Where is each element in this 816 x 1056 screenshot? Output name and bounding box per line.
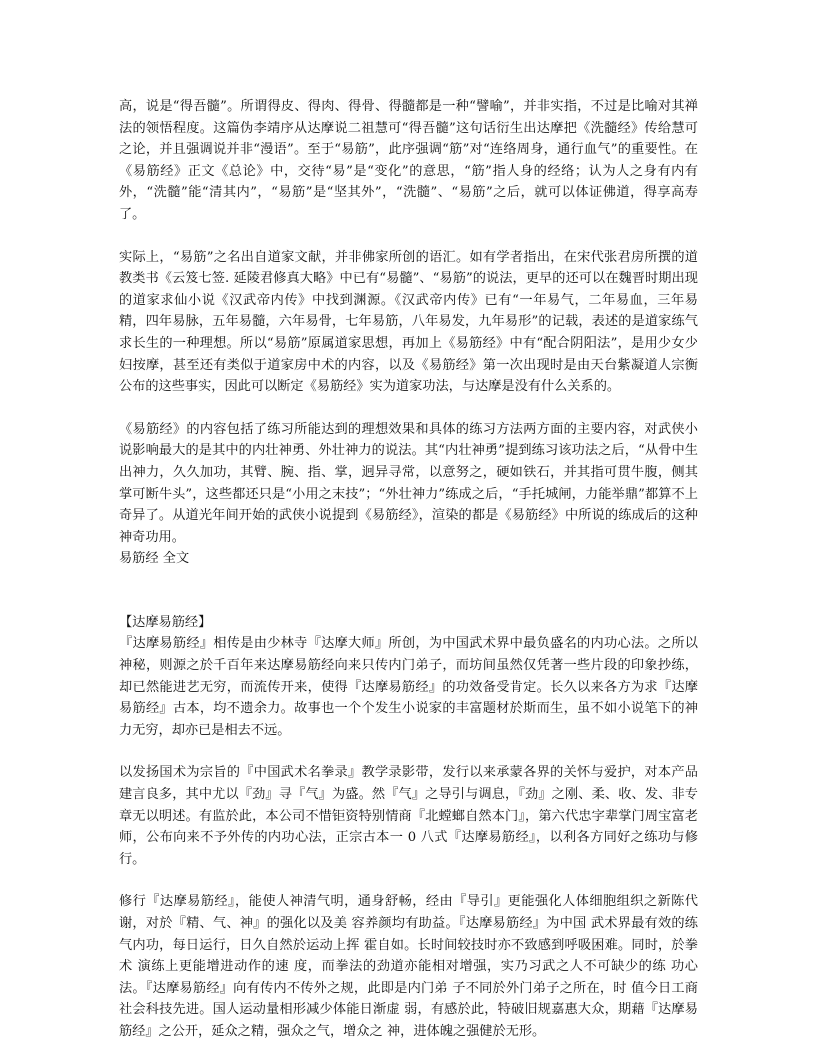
fulltext-label: 易筋经 全文 — [119, 551, 190, 567]
paragraph-practice-benefits: 修行『达摩易筋经』，能使人神清气明，通身舒畅，经由『导引』更能强化人体细胞组织之新陈代谢，对於『精、气、神』的强化以及美 容养颜均有助益。『达摩易筋经』为中国 武术界最有效的练气内功，每日运行，日久自然於运动上挥 霍自如。长时间较技时亦不致感到呼吸困难。同时，於拳术 演练上更能增进动作的速 度，而拳法的劲道亦能相对增强，实乃习武之人不可缺少的练 功心法。『达摩易筋经』向有传内不传外之规，此即是内门弟 子不同於外门弟子之所在，时 值今日工商社会科技先进。国人运动量相形减少体能日渐虚 弱，有感於此，特破旧规嘉惠大众，期藉『达摩易筋经』之公开，延众之精，强众之气，增众之 神，进体魄之强健於无形。 — [119, 894, 698, 1039]
paragraph-yijin-content: 《易筋经》的内容包括了练习所能达到的理想效果和具体的练习方法两方面的主要内容，对武侠小说影响最大的是其中的内壮神勇、外壮神力的说法。其“内壮神勇”提到练习该功法之后，“从骨中生出神力，久久加功，其臂、腕、指、掌，迥异寻常，以意努之，硬如铁石，并其指可贯牛腹，侧其掌可断牛头”，这些都还只是“小用之末技”；“外壮神力”练成之后，“手托城闸，力能举鼎”都算不上奇异了。从道光年间开始的武侠小说提到《易筋经》，渲染的都是《易筋经》中所说的练成后的这种神奇功用。 — [119, 421, 698, 545]
paragraph-damo-intro: 『达摩易筋经』相传是由少林寺『达摩大师』所创，为中国武术界中最负盛名的内功心法。之所以神秘，则源之於千百年来达摩易筋经向来只传内门弟子，而坊间虽然仅凭著一些片段的印象抄练，却已然能进艺无穷，而流传开来，使得『达摩易筋经』的功效备受肯定。长久以来各方为求『达摩易筋经』古本，均不遗余力。故事也一个个发生小说家的丰富题材於斯而生，虽不如小说笔下的神力无穷，却亦已是相去不远。 — [119, 636, 698, 738]
document-page — [119, 96, 698, 1043]
paragraph-spacer — [119, 226, 698, 247]
section-spacer — [119, 570, 698, 612]
paragraph-spacer — [119, 741, 698, 762]
paragraph-yijin-origin: 实际上，“易筋”之名出自道家文献，并非佛家所创的语汇。如有学者指出，在宋代张君房所撰的道教类书《云笈七签. 延陵君修真大略》中已有“易髓”、“易筋”的说法，更早的还可以在魏晋时期出现的道家求仙小说《汉武帝内传》中找到渊源。《汉武帝内传》已有“一年易气，二年易血，三年易精，四年易脉，五年易髓，六年易骨，七年易筋，八年易发，九年易形”的记载，表述的是道家练气求长生的一种理想。所以“易筋”原属道家思想，再加上《易筋经》中有“配合阴阳法”，是用少女少妇按摩，甚至还有类似于道家房中术的内容，以及《易筋经》第一次出现时是由天台紫凝道人宗衡公布的这些事实，因此可以断定《易筋经》实为道家功法，与达摩是没有什么关系的。 — [119, 249, 698, 395]
paragraph-spacer — [119, 870, 698, 891]
paragraph-sui-jing: 高，说是“得吾髓”。所谓得皮、得肉、得骨、得髓都是一种“譬喻”，并非实指，不过是比喻对其禅法的领悟程度。这篇伪李靖序从达摩说二祖慧可“得吾髓”这句话衍生出达摩把《洗髓经》传给慧可之论，并且强调说并非“漫语”。至于“易筋”，此序强调“筋”对“连络周身，通行血气”的重要性。在《易筋经》正文《总论》中，交待“易”是“变化”的意思，“筋”指人身的经络；认为人之身有内有外，“洗髓”能“清其内”，“易筋”是“坚其外”，“洗髓”、“易筋”之后，就可以体证佛道，得享高寿了。 — [119, 99, 698, 222]
paragraph-spacer — [119, 398, 698, 419]
paragraph-martial-arts-video: 以发扬国术为宗旨的『中国武术名拳录』教学录影带，发行以来承蒙各界的关怀与爱护，对本产品建言良多，其中尤以『劲』寻『气』为盛。然『气』之导引与调息，『劲』之刚、柔、收、发、非专章无以明述。有监於此，本公司不惜钜资特别情商『北螳螂自然本门』，第六代忠字辈掌门周宝富老师，公布向来不予外传的内功心法，正宗古本一 0 八式『达摩易筋经』，以利各方同好之练功与修行。 — [119, 765, 698, 867]
section-title: 【达摩易筋经】 — [119, 614, 212, 630]
